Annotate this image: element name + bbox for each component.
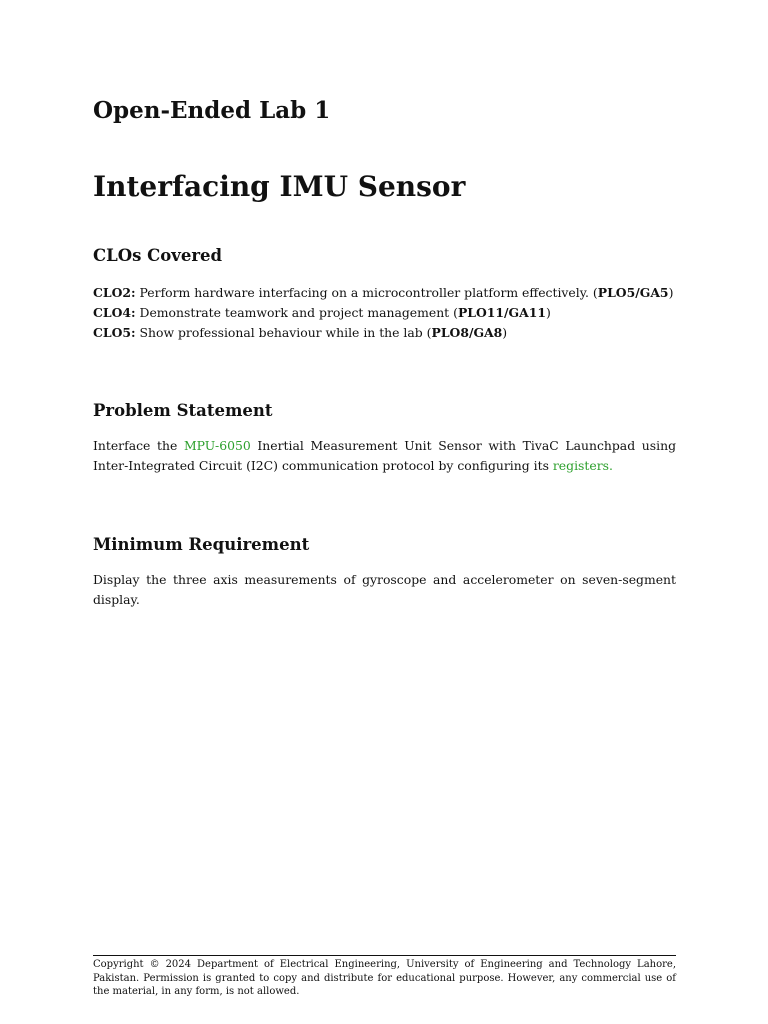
chapter-title: Interfacing IMU Sensor	[93, 170, 466, 203]
clo-code: CLO2:	[93, 285, 136, 300]
clo-code: CLO4:	[93, 305, 136, 320]
clo-code: CLO5:	[93, 325, 136, 340]
clo-plo: PLO8/GA8	[431, 325, 503, 340]
clo-description: Show professional behaviour while in the lab (	[139, 325, 432, 340]
clo-item	[93, 303, 676, 323]
clo-close: )	[502, 325, 508, 340]
clo-close: )	[545, 305, 551, 320]
problem-text-part: Interface the	[93, 438, 184, 453]
clo-plo: PLO11/GA11	[457, 305, 546, 320]
clo-description: Demonstrate teamwork and project management (	[139, 305, 458, 320]
minimum-requirement-text: Display the three axis measurements of gyroscope and accelerometer on seven-segment display.	[93, 572, 676, 607]
clo-item	[93, 323, 676, 343]
document-page	[93, 0, 676, 1024]
mpu6050-link[interactable]: MPU-6050	[183, 438, 251, 453]
registers-link[interactable]: registers.	[552, 458, 613, 473]
clo-description: Perform hardware interfacing on a microcontroller platform effectively. (	[139, 285, 598, 300]
problem-statement-heading: Problem Statement	[93, 401, 273, 420]
minimum-requirement-heading: Minimum Requirement	[93, 535, 310, 554]
footer-divider	[93, 955, 676, 956]
clo-list	[93, 283, 676, 343]
clo-plo: PLO5/GA5	[597, 285, 669, 300]
chapter-label: Open-Ended Lab 1	[93, 97, 331, 124]
problem-statement-text	[93, 436, 676, 476]
clos-heading: CLOs Covered	[93, 246, 223, 265]
problem-text-part: Inertial Measurement Unit Sensor with TivaC Launchpad using Inter-Integrated Circuit (I2C) communication protocol by configuring its	[93, 438, 677, 473]
clo-item	[93, 283, 676, 303]
clo-close: )	[668, 285, 674, 300]
copyright-notice: Copyright © 2024 Department of Electrical Engineering, University of Engineering and Technology Lahore, Pakistan. Permission is granted to copy and distribute for educational purpose. However, any commercial use of the material, in any form, is not allowed.	[93, 959, 676, 997]
